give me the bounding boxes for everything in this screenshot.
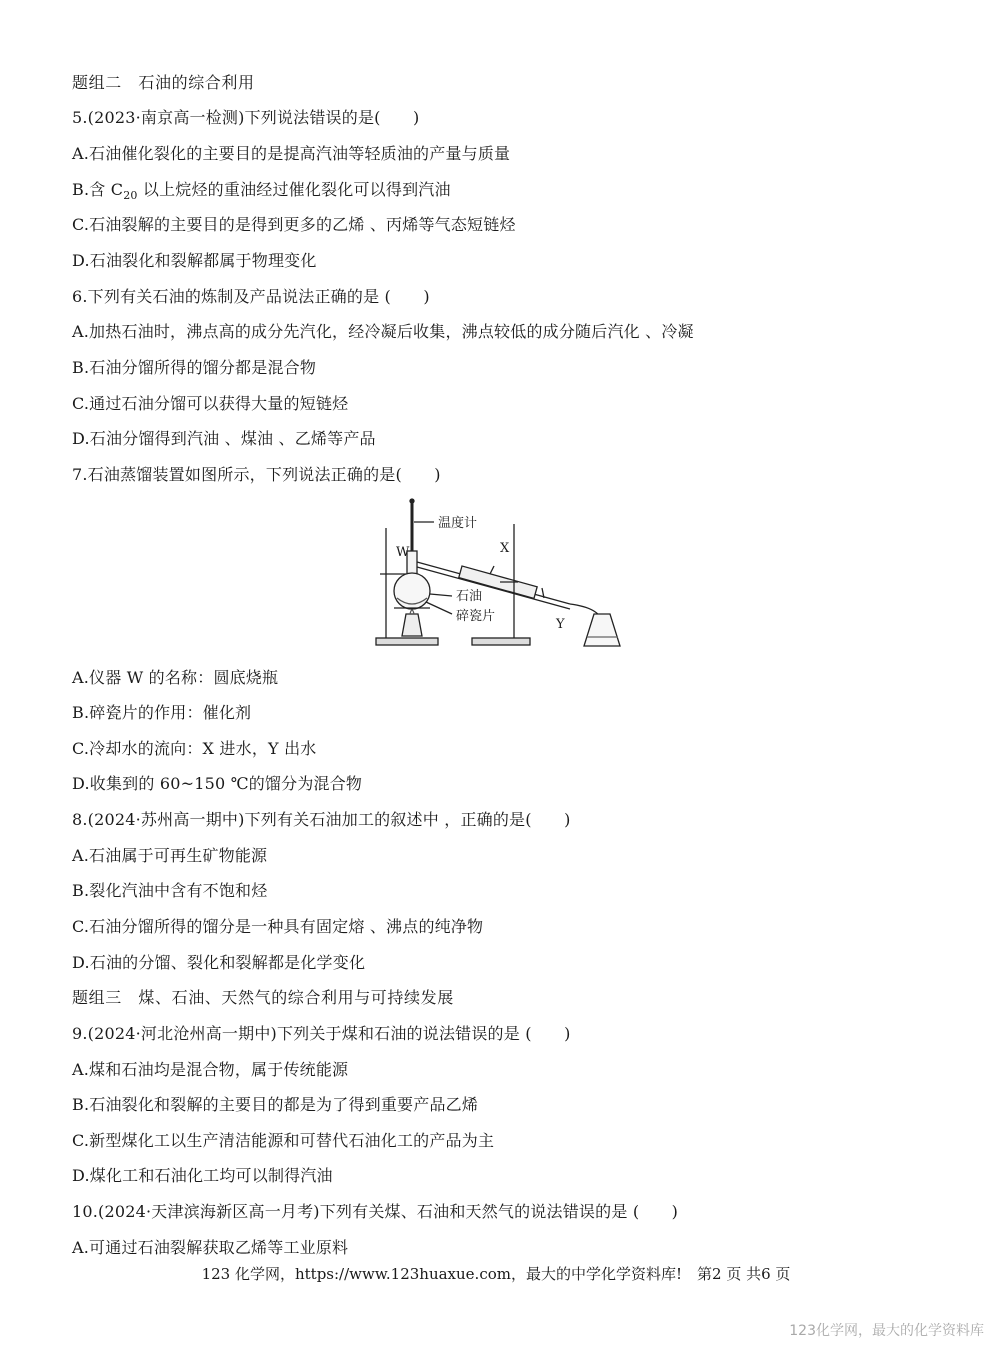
question-5-option-b <box>72 179 451 207</box>
left-stand-base <box>376 638 438 645</box>
conical-flask-icon <box>584 614 620 646</box>
question-6-option-b: B.石油分馏所得的馏分都是混合物 <box>72 358 317 377</box>
right-stand-base <box>472 638 530 645</box>
distillation-apparatus-figure <box>372 496 624 654</box>
question-6-option-d: D.石油分馏得到汽油 、煤油 、乙烯等产品 <box>72 429 376 448</box>
question-6-stem: 6.下列有关石油的炼制及产品说法正确的是 ( ) <box>72 287 430 306</box>
label-x: X <box>500 541 510 556</box>
question-6-option-c: C.通过石油分馏可以获得大量的短链烃 <box>72 394 349 413</box>
question-9-option-d: D.煤化工和石油化工均可以制得汽油 <box>72 1166 333 1185</box>
question-6-option-a: A.加热石油时，沸点高的成分先汽化，经冷凝后收集，沸点较低的成分随后汽化 、冷凝 <box>72 322 694 341</box>
question-5-option-a: A.石油催化裂化的主要目的是提高汽油等轻质油的产量与质量 <box>72 144 511 163</box>
distillation-apparatus-drawing <box>372 496 624 654</box>
question-7-option-c: C.冷却水的流向：X 进水，Y 出水 <box>72 739 317 758</box>
label-y: Y <box>556 617 565 632</box>
question-7-option-d: D.收集到的 60~150 ℃的馏分为混合物 <box>72 774 363 793</box>
section-heading-2: 题组二 石油的综合利用 <box>72 73 255 92</box>
question-9-option-b: B.石油裂化和裂解的主要目的都是为了得到重要产品乙烯 <box>72 1095 479 1114</box>
question-5-option-c: C.石油裂解的主要目的是得到更多的乙烯 、丙烯等气态短链烃 <box>72 215 516 234</box>
question-8-option-c: C.石油分馏所得的馏分是一种具有固定熔 、沸点的纯净物 <box>72 917 484 936</box>
question-10-stem: 10.(2024·天津滨海新区高一月考)下列有关煤、石油和天然气的说法错误的是 ( ) <box>72 1202 679 1221</box>
question-9-stem: 9.(2024·河北沧州高一期中)下列关于煤和石油的说法错误的是 ( ) <box>72 1024 571 1043</box>
question-9-option-a: A.煤和石油均是混合物，属于传统能源 <box>72 1060 349 1079</box>
question-5-option-b-suffix: 以上烷烃的重油经过催化裂化可以得到汽油 <box>137 180 451 199</box>
label-chips: 碎瓷片 <box>456 609 496 624</box>
question-5-stem: 5.(2023·南京高一检测)下列说法错误的是( ) <box>72 108 420 127</box>
question-8-option-a: A.石油属于可再生矿物能源 <box>72 846 268 865</box>
question-5-option-b-prefix: B.含 C <box>72 180 124 199</box>
burner-icon <box>402 614 422 636</box>
question-8-option-b: B.裂化汽油中含有不饱和烃 <box>72 881 268 900</box>
section-heading-3: 题组三 煤、石油、天然气的综合利用与可持续发展 <box>72 988 454 1007</box>
watermark: 123化学网，最大的化学资料库 <box>789 1323 984 1339</box>
question-9-option-c: C.新型煤化工以生产清洁能源和可替代石油化工的产品为主 <box>72 1131 495 1150</box>
question-7-option-b: B.碎瓷片的作用：催化剂 <box>72 703 252 722</box>
page-footer: 123 化学网，https://www.123huaxue.com，最大的中学化学资料库! 第2 页 共6 页 <box>201 1265 791 1283</box>
question-7-stem: 7.石油蒸馏装置如图所示，下列说法正确的是( ) <box>72 465 441 484</box>
label-w: W <box>396 545 410 560</box>
question-7-option-a: A.仪器 W 的名称：圆底烧瓶 <box>72 668 279 687</box>
label-thermometer: 温度计 <box>438 516 478 531</box>
carbon-subscript: 20 <box>123 189 138 203</box>
question-5-option-d: D.石油裂化和裂解都属于物理变化 <box>72 251 317 270</box>
question-8-stem: 8.(2024·苏州高一期中)下列有关石油加工的叙述中 ，正确的是( ) <box>72 810 571 829</box>
leader-oil <box>430 594 452 596</box>
label-oil: 石油 <box>456 589 483 604</box>
question-8-option-d: D.石油的分馏、裂化和裂解都是化学变化 <box>72 953 366 972</box>
water-port-x <box>490 566 494 574</box>
question-10-option-a: A.可通过石油裂解获取乙烯等工业原料 <box>72 1238 349 1257</box>
